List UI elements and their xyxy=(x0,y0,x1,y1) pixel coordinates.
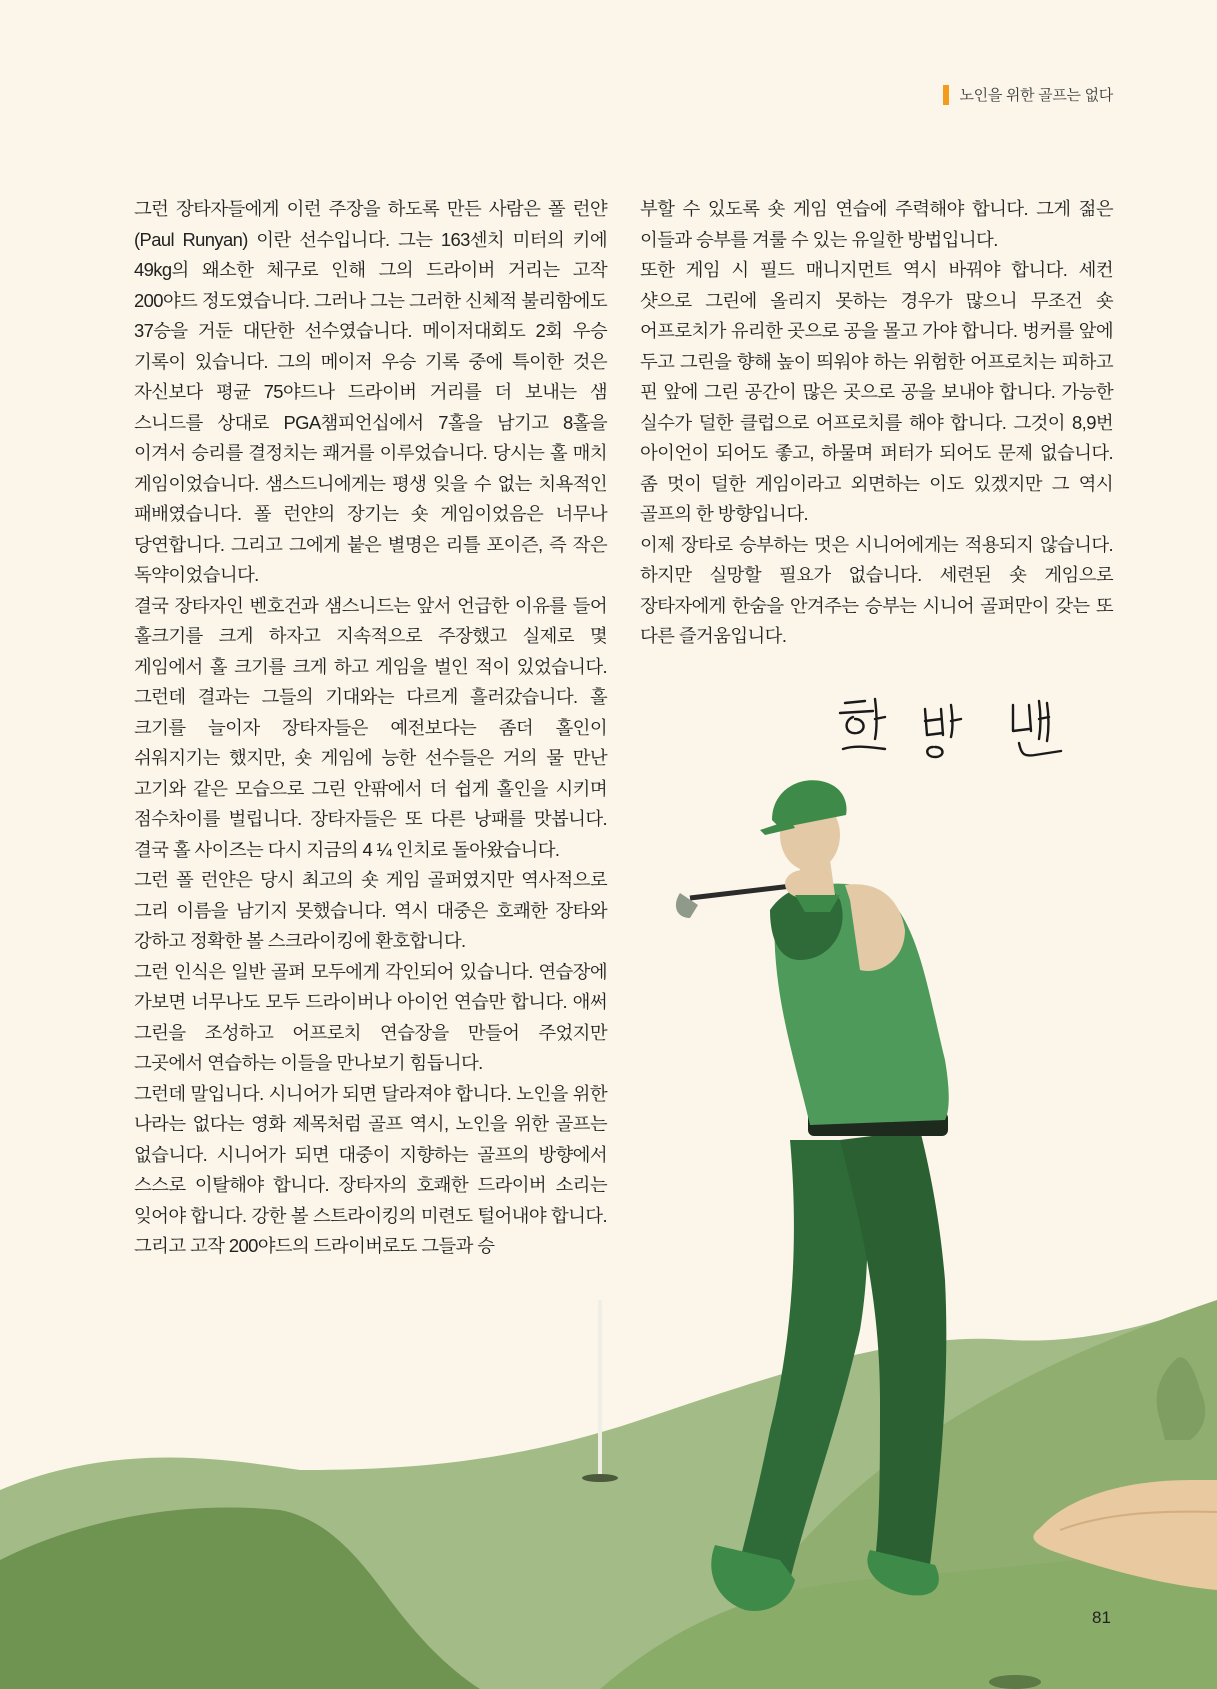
author-signature xyxy=(825,695,1105,765)
paragraph: 또한 게임 시 필드 매니지먼트 역시 바꿔야 합니다. 세컨 샷으로 그린에 올리지 못하는 경우가 많으니 무조건 숏 어프로치가 유리한 곳으로 공을 몰고 가야 합니다. 벙커를 앞에 두고 그린을 향해 높이 띄워야 하는 위험한 어프로치는 피하고 핀 앞에 그린 공간이 많은 곳으로 공을 보내야 합니다. 가능한 실수가 덜한 클럽으로 어프로치를 해야 합니다. 그것이 8,9번 아이언이 되어도 좋고, 하물며 퍼터가 되어도 문제 없습니다. 좀 멋이 덜한 게임이라고 외면하는 이도 있겠지만 그 역시 골프의 한 방향입니다. xyxy=(640,259,1113,524)
paragraph: 부할 수 있도록 숏 게임 연습에 주력해야 합니다. 그게 젊은 이들과 승부를 겨룰 수 있는 유일한 방법입니다. xyxy=(640,198,1113,250)
hole-icon xyxy=(582,1474,618,1482)
paragraph: 그런 인식은 일반 골퍼 모두에게 각인되어 있습니다. 연습장에 가보면 너무나도 모두 드라이버나 아이언 연습만 합니다. 애써 그린을 조성하고 어프로치 연습장을 만들어 주었지만 그곳에서 연습하는 이들을 만나보기 힘듭니다. xyxy=(134,960,607,1073)
paragraph: 이제 장타로 승부하는 멋은 시니어에게는 적용되지 않습니다. 하지만 실망할 필요가 없습니다. 세련된 숏 게임으로 장타자에게 한숨을 안겨주는 승부는 시니어 골퍼만이 갖는 또 다른 즐거움입니다. xyxy=(640,533,1113,646)
paragraph: 결국 장타자인 벤호건과 샘스니드는 앞서 언급한 이유를 들어 홀크기를 크게 하자고 지속적으로 주장했고 실제로 몇 게임에서 홀 크기를 크게 하고 게임을 벌인 적이 있었습니다. 그런데 결과는 그들의 기대와는 다르게 흘러갔습니다. 홀 크기를 늘이자 장타자들은 예전보다는 좀더 홀인이 쉬워지기는 했지만, 숏 게임에 능한 선수들은 거의 물 만난 고기와 같은 모습으로 그린 안팎에서 더 쉽게 홀인을 시키며 점수차이를 벌립니다. 장타자들은 또 다른 낭패를 맛봅니다. 결국 홀 사이즈는 다시 지금의 4 ¼ 인치로 돌아왔습니다. xyxy=(134,594,607,860)
paragraph: 그런 폴 런얀은 당시 최고의 숏 게임 골퍼였지만 역사적으로 그리 이름을 남기지 못했습니다. 역시 대중은 호쾌한 장타와 강하고 정확한 볼 스크라이킹에 환호합니다. xyxy=(134,869,607,951)
running-header xyxy=(943,84,1113,105)
page-number: 81 xyxy=(1092,1608,1111,1627)
flag-pole xyxy=(598,1300,602,1476)
body-column-right xyxy=(640,194,1113,652)
paragraph: 그런 장타자들에게 이런 주장을 하도록 만든 사람은 폴 런얀(Paul Runyan) 이란 선수입니다. 그는 163센치 미터의 키에 49kg의 왜소한 체구로 인해 그의 드라이버 거리는 고작 200야드 정도였습니다. 그러나 그는 그러한 신체적 불리함에도 37승을 거둔 대단한 선수였습니다. 메이저대회도 2회 우승 기록이 있습니다. 그의 메이저 우승 기록 중에 특이한 것은 자신보다 평균 75야드나 드라이버 거리를 더 보내는 샘 스니드를 상대로 PGA챔피언십에서 7홀을 남기고 8홀을 이겨서 승리를 결정치는 쾌거를 이루었습니다. 당시는 홀 매치 게임이었습니다. 샘스드니에게는 평생 잊을 수 없는 치욕적인 패배였습니다. 폴 런얀의 장기는 숏 게임이었음은 너무나 당연합니다. 그리고 그에게 붙은 별명은 리틀 포이즌, 즉 작은 독약이었습니다. xyxy=(134,198,607,585)
header-accent-bar xyxy=(943,85,949,105)
section-title: 노인을 위한 골프는 없다 xyxy=(959,87,1113,104)
paragraph: 그런데 말입니다. 시니어가 되면 달라져야 합니다. 노인을 위한 나라는 없다는 영화 제목처럼 골프 역시, 노인을 위한 골프는 없습니다. 시니어가 되면 대중이 지향하는 골프의 방향에서 스스로 이탈해야 합니다. 장타자의 호쾌한 드라이버 소리는 잊어야 합니다. 강한 볼 스트라이킹의 미련도 털어내야 합니다. 그리고 고작 200야드의 드라이버로도 그들과 승 xyxy=(134,1082,607,1256)
body-column-left xyxy=(134,194,607,1262)
